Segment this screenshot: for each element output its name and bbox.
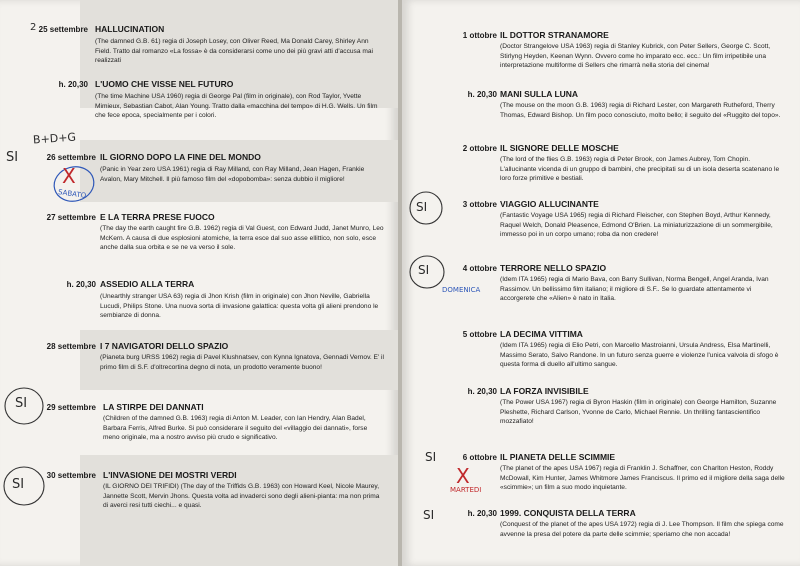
handwritten-x-mark: X [62,164,76,188]
entry-date: 2 ottobre [462,144,497,153]
handwritten-page-number: 2 [30,22,37,33]
entry-date: 30 settembre [46,471,96,480]
handwritten-si: SI [15,396,28,411]
entry-description: (Doctor Strangelove USA 1963) regia di Stanley Kubrick, con Peter Sellers, George C. Scott, Stirlyng Heyden, Keenan Wynn. Ovvero come ho imparato ecc. ecc.: Un film irripetibile una interpretazione multiforme di Sellers che rimarrà nella storia del cinema! [500,43,771,70]
entry-date: 29 settembre [46,403,96,412]
entry-title: IL SIGNORE DELLE MOSCHE [500,143,619,153]
handwritten-si: SI [416,200,428,214]
entry-date: h. 20,30 [467,509,497,518]
entry-description: (Pianeta burg URSS 1962) regia di Pavel Klushnatsev, con Kynna Ignatova, Gennadi Vernov. E' il primo film di S.F. d'oltrecortina degno di nota, un prodotto veramente buono! [100,354,384,371]
entry-description: (The Power USA 1967) regia di Byron Haskin (film in originale) con George Hamilton, Suzanne Pleshette, Richard Carlson, Yvonne de Carlo, Michael Rennie. Un thrilling fantascientifico mozzafiato! [500,399,777,426]
entry-title: MANI SULLA LUNA [500,89,579,99]
entry-description: (The lord of the flies G.B. 1963) regia di Peter Brook, con James Aubrey, Tom Chopin. L'allucinante vicenda di un gruppo di bambini, che precipitati su di un isola deserta scatenano le loro forze primitive e bestiali. [500,156,780,183]
entry-date: 25 settembre [38,25,88,34]
handwritten-si: SI [423,508,435,522]
handwritten-domenica: DOMENICA [442,286,481,294]
entry-description: (The time Machine USA 1960) regia di George Pal (film in originale), con Rod Taylor, Yvette Mimieux, Sebastian Cabot, Alan Young. Tratto dalla «macchina del tempo» di H.G. Wells. Un film che fece epoca, specialmente per i colori. [95,93,378,120]
entry-date: h. 20,30 [467,387,497,396]
handwritten-si: SI [6,150,19,165]
entry-date: 5 ottobre [462,330,497,339]
handwritten-circle [0,462,50,510]
handwritten-sabato: SABATO [57,188,87,200]
entry-title: E LA TERRA PRESE FUOCO [100,212,215,222]
handwritten-si: SI [418,263,430,277]
entry-title: HALLUCINATION [95,24,165,34]
handwritten-si: SI [12,477,25,492]
entry-date: h. 20,30 [58,80,88,89]
entry-title: 1999. CONQUISTA DELLA TERRA [500,508,636,518]
entry-description: (Idem ITA 1965) regia di Mario Bava, con Barry Sullivan, Norma Bengell, Angel Aranda, Ivan Rassimov. Un bellissimo film italiano; il migliore di S.F.. Se lo guardate attentamente vi accorgerete che «Alien» è nato in Italia. [500,276,769,303]
entry-date: h. 20,30 [66,280,96,289]
entry-date: 6 ottobre [462,453,497,462]
entry-title: TERRORE NELLO SPAZIO [500,263,607,273]
entry-description: (Idem ITA 1965) regia di Elio Petri, con Marcello Mastroianni, Ursula Andress, Elsa Martinelli, Massimo Serato, Salvo Randone. In un futuro senza guerre e violenze l'unica valvola di sfogo è questa forma di duello all'ultimo sangue. [500,342,779,369]
entry-description: (Fantastic Voyage USA 1965) regia di Richard Fleischer, con Stephen Boyd, Arthur Kennedy, Raquel Welch, Donald Pleasence, Edmond O'Brien. La miniaturizzazione di un sommergibile, immesso poi in un corpo umano; roba da non credere! [500,212,773,239]
entry-title: LA STIRPE DEI DANNATI [103,402,204,412]
entry-title: ASSEDIO ALLA TERRA [100,279,195,289]
entry-description: (Unearthly stranger USA 63) regia di Jhon Krish (film in originale) con Jhon Neville, Gabriella Lucudi, Philips Stone. Una nuova sorta di invasione galattica: questa volta gli alieni prendono le sembianze di donna. [100,293,379,320]
handwritten-x-mark: X [456,464,470,488]
entry-title: L'UOMO CHE VISSE NEL FUTURO [95,79,234,89]
entry-description: (The day the earth caught fire G.B. 1962) regia di Val Guest, con Edward Judd, Janet Munro, Leo McKern. A causa di due esplosioni atomiche, la terra esce dal suo asse ellittico, non solo, esce anche dalla sua orbita e se ne va verso il sole. [100,225,384,252]
entry-date: 4 ottobre [462,264,497,273]
entry-description: (The planet of the apes USA 1967) regia di Franklin J. Schaffner, con Charlton Heston, Roddy McDowall, Kim Hunter, James Whitmore James Franciscus. Il primo ed il migliore della saga delle «scimmie»; un film a suo modo inquietante. [500,465,785,492]
entry-description: (Children of the damned G.B. 1963) regia di Anton M. Leader, con Ian Hendry, Alan Badel, Barbara Ferris, Alfred Burke. Si può considerare il seguito del «villaggio dei dannati», forse meno originale, ma a nostro avviso più crudo e significativo. [103,415,368,442]
entry-date: 28 settembre [46,342,96,351]
handwritten-si: SI [425,450,437,464]
entry-date: 3 ottobre [462,200,497,209]
entry-title: I 7 NAVIGATORI DELLO SPAZIO [100,341,229,351]
entry-date: 26 settembre [46,153,96,162]
entry-date: 1 ottobre [462,31,497,40]
entry-title: L'INVASIONE DEI MOSTRI VERDI [103,470,237,480]
entry-title: VIAGGIO ALLUCINANTE [500,199,599,209]
entry-description: (The mouse on the moon G.B. 1963) regia di Richard Lester, con Margareth Rutheford, Therry Thomas, Edward Bishop. Un film poco conosciuto, molto bello; il seguito del «Ruggito del topo». [500,102,781,119]
entry-description: (The damned G.B. 61) regia di Joseph Losey, con Oliver Reed, Ma Donald Carey, Shirley Ann Field. Tratto dal romanzo «La fossa» è da considerarsi come uno dei più gravi atti d'accusa mai realizzati [95,38,373,65]
entry-description: (Panic in Year zero USA 1961) regia di Ray Milland, con Ray Milland, Jean Hagen, Frankie Avalon, Mary Mitchell. Il più famoso film del «dopobomba»: senza dubbio il migliore! [100,166,365,183]
handwritten-martedi: MARTEDI [450,486,482,494]
entry-description: (IL GIORNO DEI TRIFIDI) (The day of the Triffids G.B. 1963) con Howard Keel, Nicole Maurey, Jannette Scott, Mervin Jhons. Questa volta ad invaderci sono degli alieni-pianta: ma non prima di averci resi tutti ciechi... e quasi. [103,483,380,510]
entry-description: (Conquest of the planet of the apes USA 1972) regia di J. Lee Thompson. Il film che spiega come avvenne la presa del potere da parte delle scimmie; speriamo che non accada! [500,521,784,538]
entry-title: LA DECIMA VITTIMA [500,329,583,339]
entry-title: IL GIORNO DOPO LA FINE DEL MONDO [100,152,261,162]
entry-title: IL DOTTOR STRANAMORE [500,30,609,40]
entry-title: IL PIANETA DELLE SCIMMIE [500,452,616,462]
entry-date: h. 20,30 [467,90,497,99]
entry-date: 27 settembre [46,213,96,222]
handwritten-note-bdg: B+D+G [32,130,77,147]
entry-title: LA FORZA INVISIBILE [500,386,589,396]
